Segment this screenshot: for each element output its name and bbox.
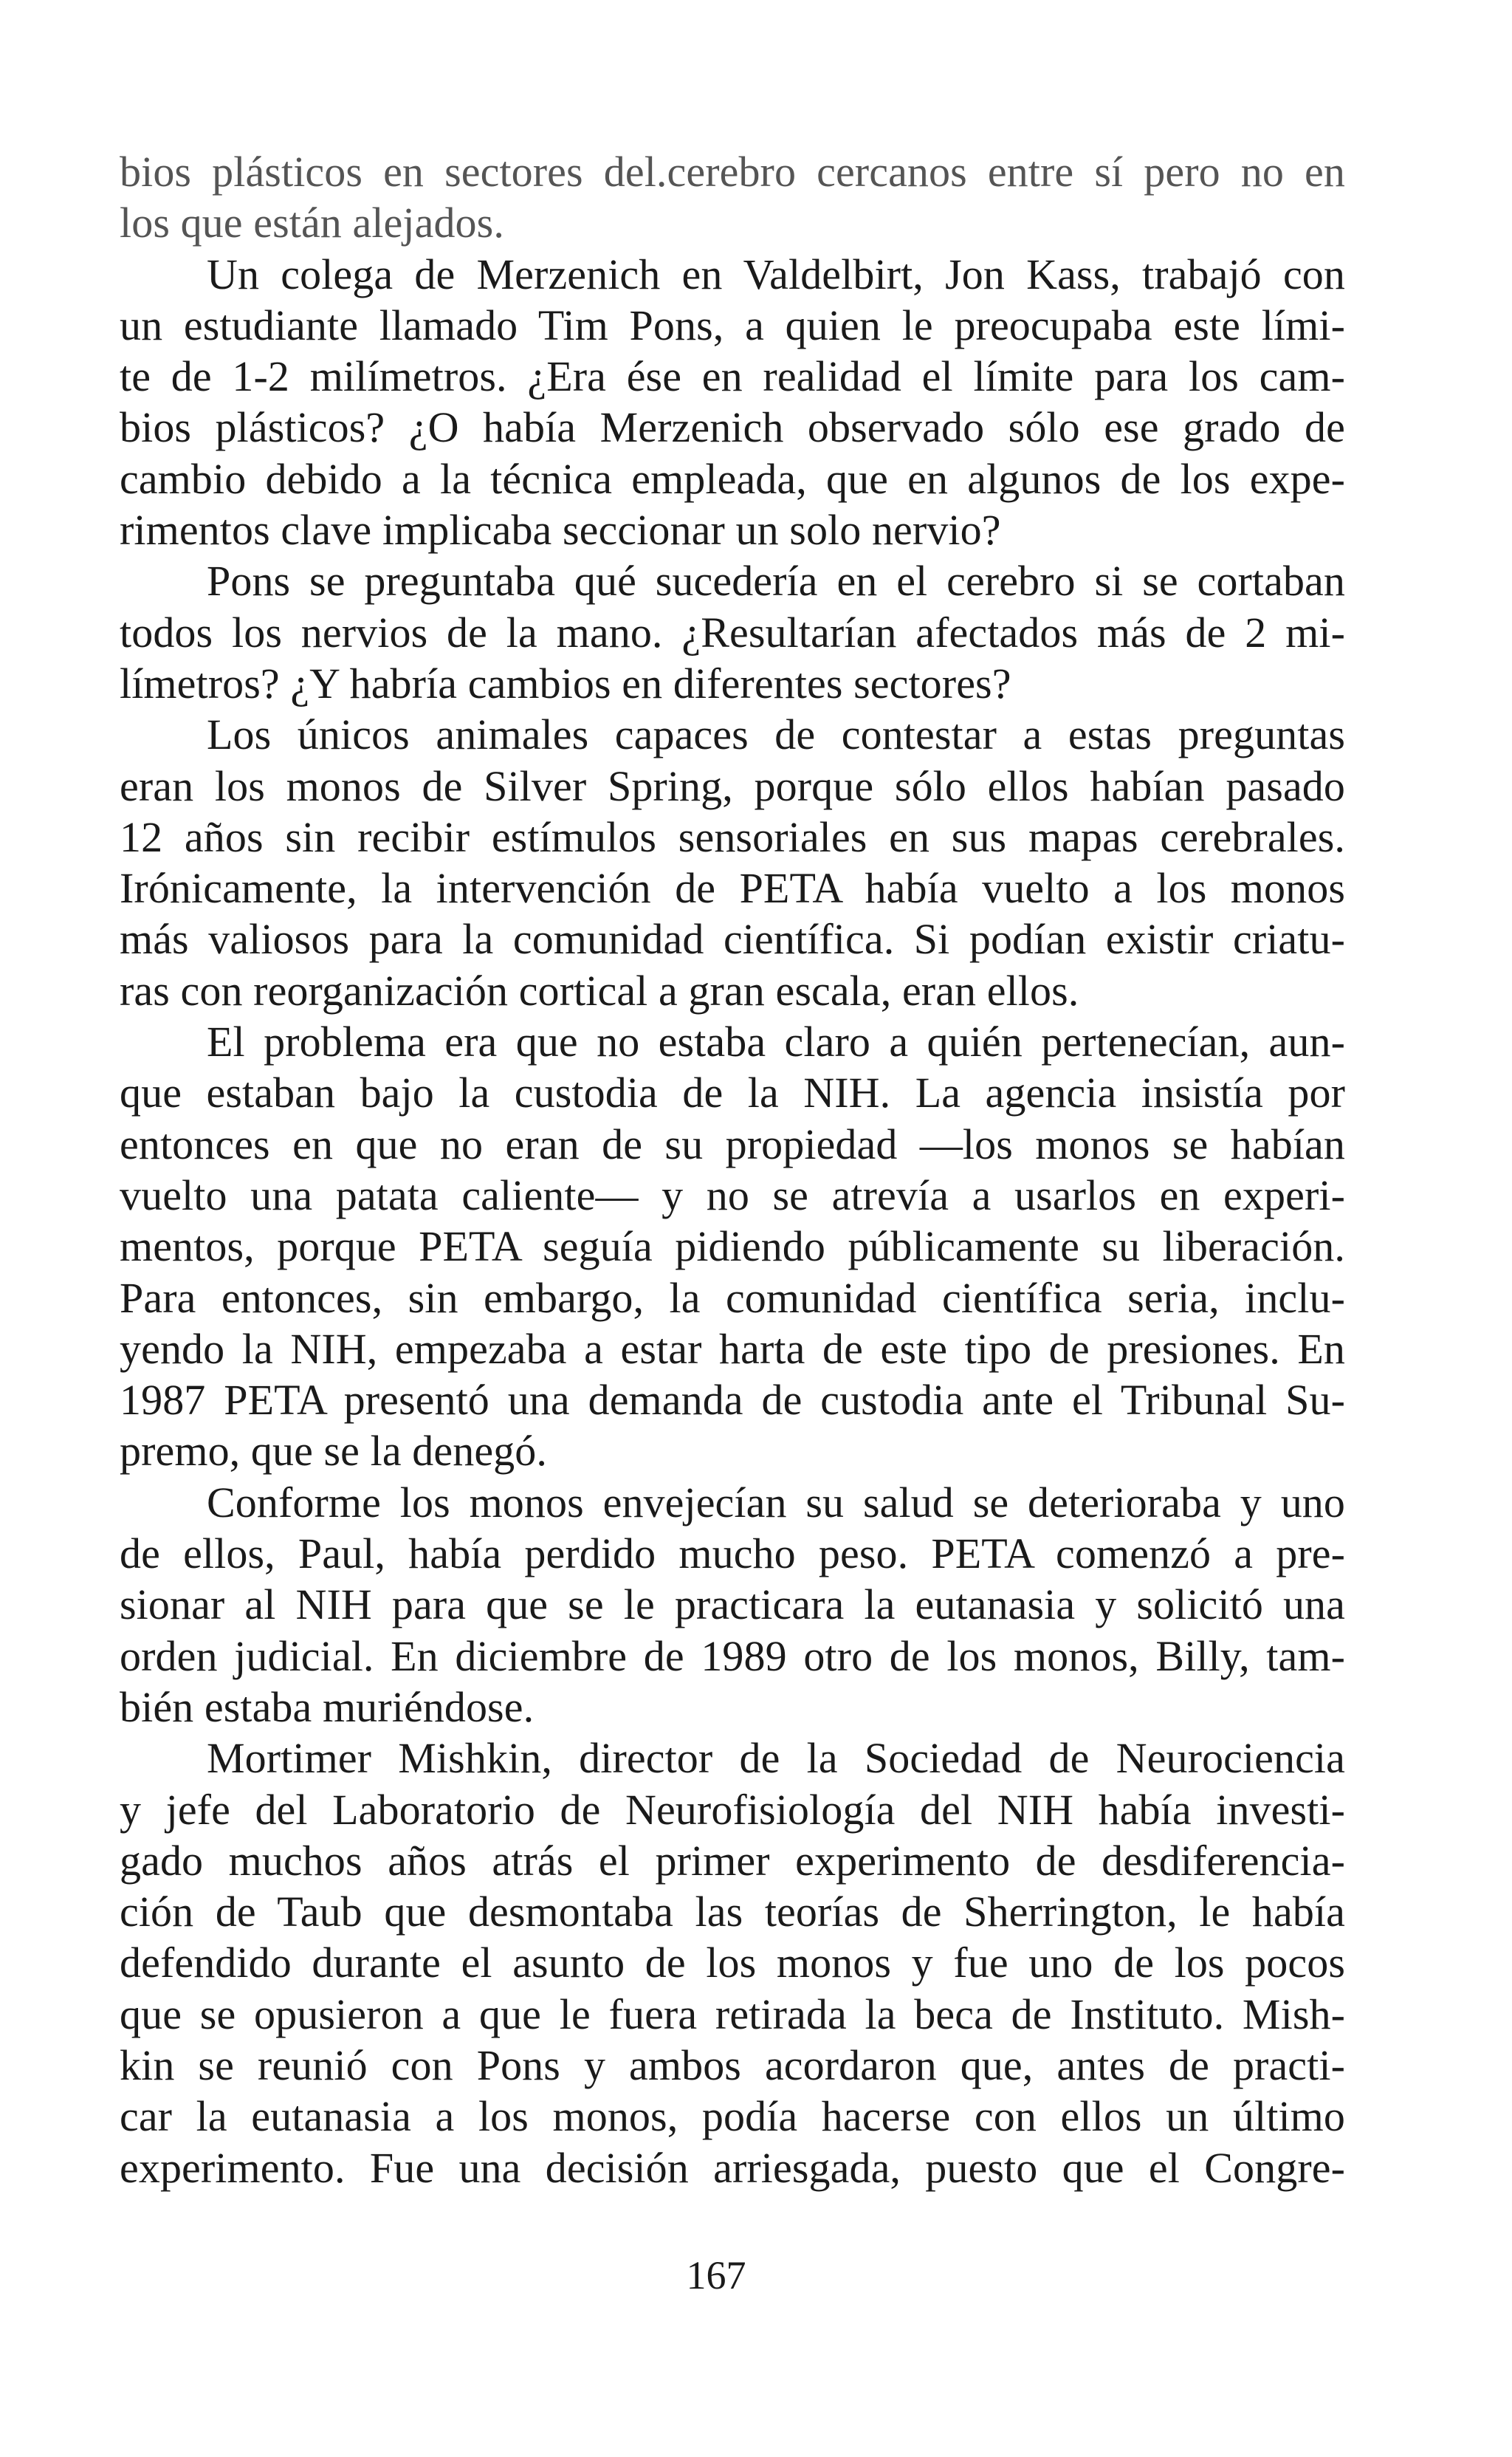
text-line: premo, que se la denegó. — [120, 1427, 547, 1476]
text-line: 12 años sin recibir estímulos sensoriales en sus mapas cerebrales. — [120, 812, 1345, 861]
text-line: cambio debido a la técnica empleada, que en algunos de los expe- — [120, 454, 1345, 503]
text-line: ción de Taub que desmontaba las teorías de Sherrington, le había — [120, 1888, 1345, 1936]
text-line: Los únicos animales capaces de contestar a estas preguntas — [207, 710, 1345, 759]
text-line: gado muchos años atrás el primer experimento de desdiferencia- — [120, 1836, 1345, 1885]
body-text — [120, 146, 1345, 2193]
text-line: y jefe del Laboratorio de Neurofisiología del NIH había investi- — [120, 1785, 1345, 1834]
text-line: que se opusieron a que le fuera retirada la beca de Instituto. Mish- — [120, 1990, 1345, 2038]
text-line: Un colega de Merzenich en Valdelbirt, Jon Kass, trabajó con — [207, 250, 1345, 298]
text-line: kin se reunió con Pons y ambos acordaron que, antes de practi- — [120, 2040, 1345, 2089]
text-line: mentos, porque PETA seguía pidiendo públicamente su liberación. — [120, 1222, 1345, 1271]
text-line: El problema era que no estaba claro a quién pertenecían, aun- — [207, 1018, 1345, 1066]
text-line: más valiosos para la comunidad científica. Si podían existir criatu- — [120, 915, 1345, 964]
text-line: car la eutanasia a los monos, podía hacerse con ellos un último — [120, 2092, 1345, 2141]
text-line: Irónicamente, la intervención de PETA había vuelto a los monos — [120, 864, 1345, 913]
text-line: orden judicial. En diciembre de 1989 otro de los monos, Billy, tam- — [120, 1631, 1345, 1680]
text-line: Pons se preguntaba qué sucedería en el cerebro si se cortaban — [207, 557, 1345, 606]
text-line: que estaban bajo la custodia de la NIH. La agencia insistía por — [120, 1069, 1345, 1117]
text-line: eran los monos de Silver Spring, porque sólo ellos habían pasado — [120, 761, 1345, 810]
text-line: bios plásticos en sectores del.cerebro cercanos entre sí pero no en — [120, 148, 1345, 196]
text-line: límetros? ¿Y habría cambios en diferentes sectores? — [120, 659, 1011, 707]
text-line: Conforme los monos envejecían su salud se deterioraba y uno — [207, 1478, 1345, 1526]
page-number: 167 — [686, 2253, 746, 2297]
text-line: defendido durante el asunto de los monos y fue uno de los pocos — [120, 1939, 1345, 1987]
text-line: ras con reorganización cortical a gran escala, eran ellos. — [120, 966, 1079, 1015]
text-line: experimento. Fue una decisión arriesgada, puesto que el Congre- — [120, 2143, 1345, 2192]
text-line: yendo la NIH, empezaba a estar harta de este tipo de presiones. En — [120, 1324, 1345, 1373]
text-line: rimentos clave implicaba seccionar un solo nervio? — [120, 506, 1001, 555]
text-line: 1987 PETA presentó una demanda de custodia ante el Tribunal Su- — [120, 1376, 1345, 1425]
text-line: Mortimer Mishkin, director de la Sociedad de Neurociencia — [207, 1734, 1345, 1783]
text-line: todos los nervios de la mano. ¿Resultarían afectados más de 2 mi- — [120, 608, 1345, 657]
text-line: bién estaba muriéndose. — [120, 1682, 535, 1731]
text-line: sionar al NIH para que se le practicara la eutanasia y solicitó una — [120, 1580, 1345, 1629]
text-line: Para entonces, sin embargo, la comunidad científica seria, inclu- — [120, 1273, 1345, 1322]
text-line: entonces en que no eran de su propiedad —los monos se habían — [120, 1120, 1345, 1168]
text-line: te de 1-2 milímetros. ¿Era ése en realidad el límite para los cam- — [120, 352, 1345, 401]
text-line: vuelto una patata caliente— y no se atrevía a usarlos en experi- — [120, 1171, 1345, 1219]
text-line: bios plásticos? ¿O había Merzenich observado sólo ese grado de — [120, 403, 1345, 452]
text-line: los que están alejados. — [120, 199, 504, 247]
text-line: de ellos, Paul, había perdido mucho peso. PETA comenzó a pre- — [120, 1529, 1345, 1578]
text-line: un estudiante llamado Tim Pons, a quien le preocupaba este lími- — [120, 301, 1345, 349]
